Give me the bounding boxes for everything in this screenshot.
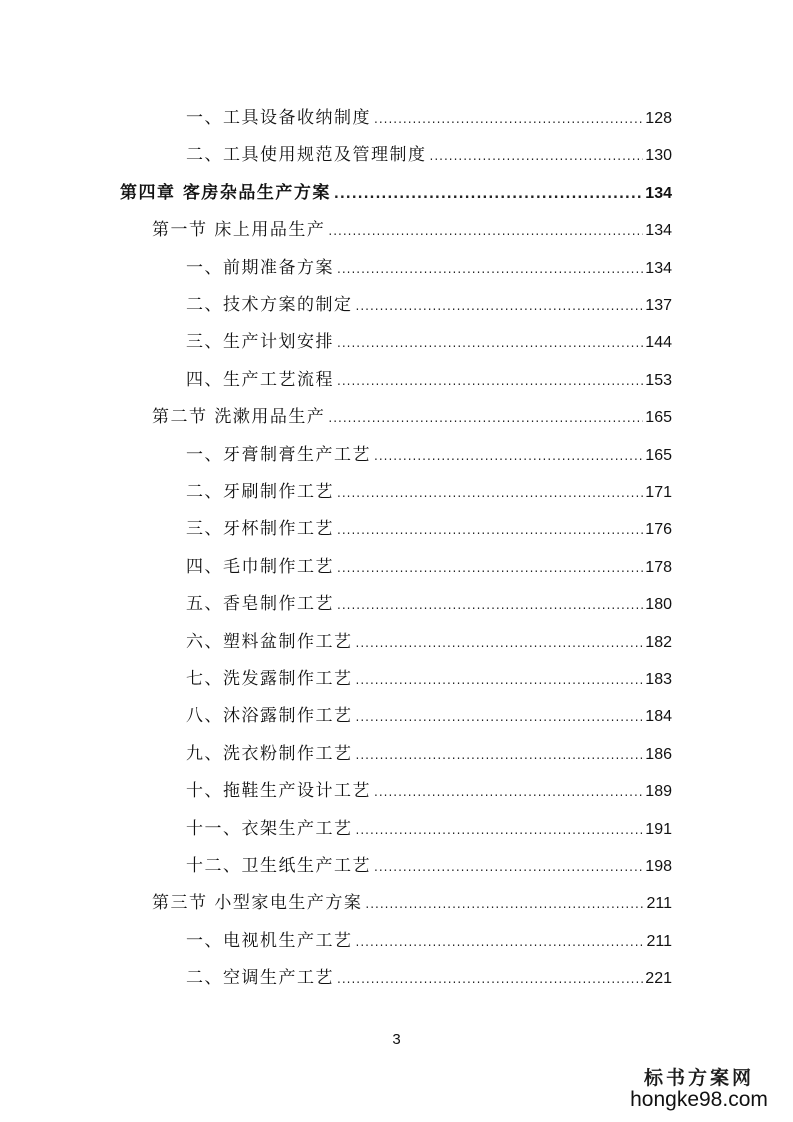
toc-entry-page: 171 bbox=[645, 484, 672, 501]
toc-entry[interactable] bbox=[152, 403, 672, 431]
toc-dot-leader bbox=[430, 142, 644, 170]
toc-dot-leader bbox=[337, 554, 643, 582]
toc-entry-title: 一、前期准备方案 bbox=[186, 258, 334, 278]
toc-entry-title: 四、生产工艺流程 bbox=[186, 370, 334, 390]
toc-entry[interactable] bbox=[186, 141, 672, 169]
toc-dot-leader bbox=[337, 367, 643, 395]
toc-entry[interactable] bbox=[186, 366, 672, 394]
toc-entry[interactable] bbox=[186, 590, 672, 618]
toc-dot-leader bbox=[356, 292, 644, 320]
toc-dot-leader bbox=[328, 217, 643, 245]
toc-dot-leader bbox=[356, 629, 644, 657]
toc-entry-title: 十、拖鞋生产设计工艺 bbox=[186, 781, 371, 801]
toc-entry[interactable] bbox=[186, 254, 672, 282]
toc-entry-title: 三、牙杯制作工艺 bbox=[186, 519, 334, 539]
toc-entry-title: 一、工具设备收纳制度 bbox=[186, 108, 371, 128]
toc-dot-leader bbox=[374, 778, 643, 806]
watermark-url: hongke98.com bbox=[630, 1088, 768, 1111]
toc-entry-title: 第二节 洗漱用品生产 bbox=[152, 407, 326, 427]
toc-entry-page: 178 bbox=[645, 559, 672, 576]
page-number: 3 bbox=[392, 1031, 401, 1048]
toc-entry[interactable] bbox=[186, 478, 672, 506]
toc-entry[interactable] bbox=[186, 927, 672, 955]
toc-dot-leader bbox=[337, 591, 643, 619]
toc-entry-title: 第一节 床上用品生产 bbox=[152, 220, 326, 240]
toc-entry-page: 191 bbox=[645, 821, 672, 838]
toc-entry-title: 三、生产计划安排 bbox=[186, 332, 334, 352]
toc-entry-page: 128 bbox=[645, 110, 672, 127]
toc-entry-title: 一、牙膏制膏生产工艺 bbox=[186, 445, 371, 465]
toc-entry-title: 十一、衣架生产工艺 bbox=[186, 819, 353, 839]
toc-entry-page: 211 bbox=[646, 933, 672, 950]
toc-entry[interactable] bbox=[186, 964, 672, 992]
toc-entry-page: 211 bbox=[646, 895, 672, 912]
toc-dot-leader bbox=[365, 890, 644, 918]
toc-entry-title: 一、电视机生产工艺 bbox=[186, 931, 353, 951]
toc-entry-page: 134 bbox=[645, 260, 672, 277]
toc-entry-title: 六、塑料盆制作工艺 bbox=[186, 632, 353, 652]
toc-entry-title: 十二、卫生纸生产工艺 bbox=[186, 856, 371, 876]
watermark-site-name: 标书方案网 bbox=[643, 1067, 754, 1089]
toc-entry-page: 165 bbox=[645, 409, 672, 426]
toc-entry-title: 二、牙刷制作工艺 bbox=[186, 482, 334, 502]
toc-entry-title: 二、空调生产工艺 bbox=[186, 968, 334, 988]
toc-entry[interactable] bbox=[186, 104, 672, 132]
toc-entry[interactable] bbox=[186, 628, 672, 656]
toc-dot-leader bbox=[337, 516, 643, 544]
toc-entry[interactable] bbox=[186, 515, 672, 543]
toc-dot-leader bbox=[356, 703, 644, 731]
toc-entry-page: 137 bbox=[645, 297, 672, 314]
watermark-logo bbox=[619, 1063, 779, 1112]
toc-entry[interactable] bbox=[186, 777, 672, 805]
toc-dot-leader bbox=[374, 105, 643, 133]
toc-entry[interactable] bbox=[120, 179, 672, 207]
toc-dot-leader bbox=[328, 404, 643, 432]
toc-entry-page: 176 bbox=[645, 521, 672, 538]
toc-entry-page: 221 bbox=[645, 970, 672, 987]
toc-entry-page: 134 bbox=[645, 185, 672, 202]
toc-dot-leader bbox=[374, 853, 643, 881]
toc-dot-leader bbox=[374, 442, 643, 470]
toc-entry-title: 二、技术方案的制定 bbox=[186, 295, 353, 315]
toc-entry-title: 第三节 小型家电生产方案 bbox=[152, 893, 363, 913]
toc-entry-page: 144 bbox=[645, 334, 672, 351]
toc-entry-page: 183 bbox=[645, 671, 672, 688]
toc-entry-title: 七、洗发露制作工艺 bbox=[186, 669, 353, 689]
toc-entry[interactable] bbox=[152, 216, 672, 244]
toc-dot-leader bbox=[356, 928, 645, 956]
toc-entry[interactable] bbox=[186, 740, 672, 768]
toc-entry[interactable] bbox=[186, 328, 672, 356]
toc-entry[interactable] bbox=[186, 665, 672, 693]
toc-entry-page: 165 bbox=[645, 447, 672, 464]
toc-dot-leader bbox=[356, 741, 644, 769]
toc-entry-page: 182 bbox=[645, 634, 672, 651]
toc-entry-title: 第四章 客房杂品生产方案 bbox=[120, 183, 331, 203]
toc-entry[interactable] bbox=[186, 852, 672, 880]
toc-entry-page: 186 bbox=[645, 746, 672, 763]
toc-dot-leader bbox=[334, 181, 643, 209]
toc-dot-leader bbox=[337, 329, 643, 357]
toc-entry[interactable] bbox=[186, 815, 672, 843]
toc-entry[interactable] bbox=[186, 441, 672, 469]
toc-entry-page: 130 bbox=[645, 147, 672, 164]
toc-entry[interactable] bbox=[186, 291, 672, 319]
toc-entry-title: 九、洗衣粉制作工艺 bbox=[186, 744, 353, 764]
toc-entry-title: 八、沐浴露制作工艺 bbox=[186, 706, 353, 726]
toc-dot-leader bbox=[337, 255, 643, 283]
toc-entry-page: 180 bbox=[645, 596, 672, 613]
toc-dot-leader bbox=[356, 816, 644, 844]
toc-entry-page: 189 bbox=[645, 783, 672, 800]
toc-dot-leader bbox=[337, 965, 643, 993]
toc-entry[interactable] bbox=[152, 889, 672, 917]
toc-entry-title: 四、毛巾制作工艺 bbox=[186, 557, 334, 577]
toc-entry[interactable] bbox=[186, 702, 672, 730]
toc-entry[interactable] bbox=[186, 553, 672, 581]
toc-entry-title: 五、香皂制作工艺 bbox=[186, 594, 334, 614]
toc-entry-page: 198 bbox=[645, 858, 672, 875]
toc-entry-page: 153 bbox=[645, 372, 672, 389]
toc-dot-leader bbox=[337, 479, 643, 507]
toc-entry-page: 134 bbox=[645, 222, 672, 239]
toc-entry-page: 184 bbox=[645, 708, 672, 725]
toc-dot-leader bbox=[356, 666, 644, 694]
toc-entry-title: 二、工具使用规范及管理制度 bbox=[186, 145, 427, 165]
